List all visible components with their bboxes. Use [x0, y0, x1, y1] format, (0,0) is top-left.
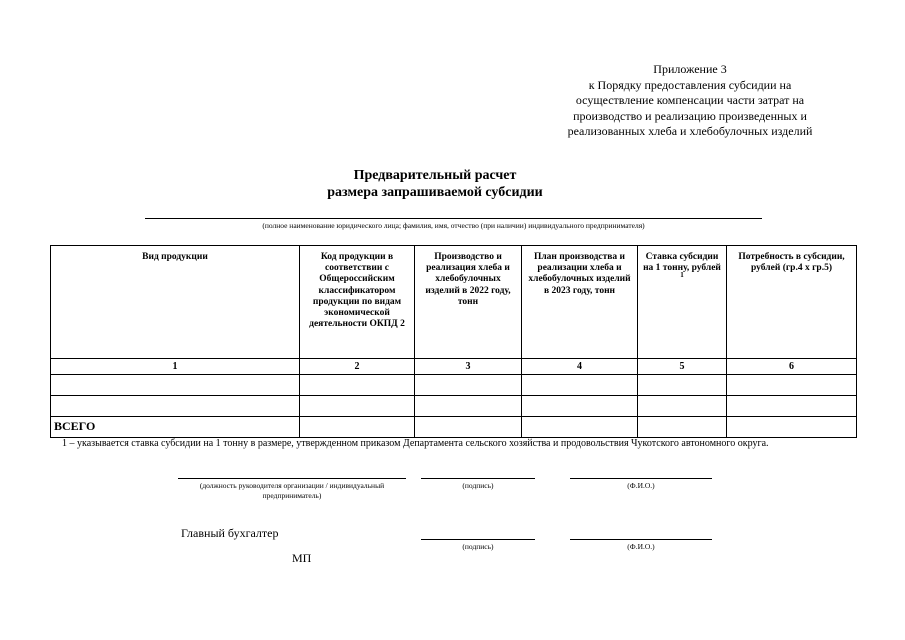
- accountant-fio-line[interactable]: [570, 539, 712, 540]
- table-cell[interactable]: [727, 396, 857, 417]
- appendix-line-4: производство и реализацию произведенных и: [573, 108, 807, 123]
- title-line-1: Предварительный расчет: [353, 168, 517, 183]
- column-number: 6: [727, 359, 857, 375]
- fio-line[interactable]: [570, 478, 712, 479]
- chief-accountant-label: Главный бухгалтер: [181, 526, 279, 540]
- table-cell[interactable]: [300, 396, 415, 417]
- accountant-signature-line[interactable]: [421, 539, 535, 540]
- table-cell[interactable]: [727, 375, 857, 396]
- appendix-line-2: к Порядку предоставления субсидии на: [588, 77, 792, 92]
- table-cell[interactable]: [638, 396, 727, 417]
- title-line-2: размера запрашиваемой субсидии: [327, 185, 543, 200]
- position-caption: [178, 481, 406, 501]
- total-label: ВСЕГО: [51, 417, 300, 438]
- subsidy-calculation-table: [50, 245, 857, 438]
- appendix-line-1: Приложение 3: [653, 62, 727, 76]
- column-number-row: [51, 359, 857, 375]
- table-cell[interactable]: [51, 396, 300, 417]
- appendix-line-3: осуществление компенсации части затрат на: [575, 93, 805, 107]
- header-product-type: Вид продукции: [51, 246, 300, 359]
- position-caption-line-1: (должность руководителя организации / индивидуальный: [199, 481, 385, 490]
- table-cell[interactable]: [522, 417, 638, 438]
- column-number: 4: [522, 359, 638, 375]
- table-cell[interactable]: [727, 417, 857, 438]
- column-number: 2: [300, 359, 415, 375]
- table-cell[interactable]: [522, 396, 638, 417]
- position-line[interactable]: [178, 478, 406, 479]
- table-row: [51, 396, 857, 417]
- table-cell[interactable]: [638, 417, 727, 438]
- footnote-text: 1 – указывается ставка субсидии на 1 тонну в размере, утвержденном приказом Департамента сельского хозяйства и продовольствия Чукотского автономного округа.: [62, 438, 769, 449]
- signature-caption: (подпись): [462, 481, 494, 490]
- header-subsidy-rate-text: Ставка субсидии на 1 тонну, рублей: [643, 252, 721, 274]
- organization-name-caption: (полное наименование юридического лица; фамилия, имя, отчество (при наличии) индивидуального предпринимателя): [262, 221, 645, 230]
- total-row: [51, 417, 857, 438]
- table-header-row: [51, 246, 857, 359]
- appendix-block: [520, 62, 860, 140]
- table-cell[interactable]: [522, 375, 638, 396]
- document-title: [200, 167, 670, 201]
- position-caption-line-2: предприниматель): [262, 491, 322, 500]
- column-number: 1: [51, 359, 300, 375]
- column-number: 3: [415, 359, 522, 375]
- header-plan-2023: План производства и реализации хлеба и хлебобулочных изделий в 2023 году, тонн: [522, 246, 638, 359]
- header-subsidy-rate: [638, 246, 727, 359]
- table-cell[interactable]: [415, 417, 522, 438]
- header-production-2022: Производство и реализация хлеба и хлебобулочных изделий в 2022 году, тонн: [415, 246, 522, 359]
- organization-name-line[interactable]: [145, 218, 762, 219]
- table-cell[interactable]: [415, 396, 522, 417]
- appendix-line-5: реализованных хлеба и хлебобулочных изделий: [567, 124, 813, 138]
- header-okpd2-code: Код продукции в соответствии с Общероссийским классификатором продукции по видам экономической деятельности ОКПД 2: [300, 246, 415, 359]
- header-subsidy-need: Потребность в субсидии, рублей (гр.4 х гр.5): [727, 246, 857, 359]
- signature-line[interactable]: [421, 478, 535, 479]
- accountant-signature-caption: (подпись): [462, 542, 494, 551]
- table-row: [51, 375, 857, 396]
- table-cell[interactable]: [51, 375, 300, 396]
- table-cell[interactable]: [300, 417, 415, 438]
- seal-label: МП: [292, 551, 312, 565]
- column-number: 5: [638, 359, 727, 375]
- accountant-fio-caption: (Ф.И.О.): [627, 542, 655, 551]
- table-cell[interactable]: [638, 375, 727, 396]
- footnote-marker: 1: [680, 271, 684, 280]
- fio-caption: (Ф.И.О.): [627, 481, 655, 490]
- table-cell[interactable]: [415, 375, 522, 396]
- table-cell[interactable]: [300, 375, 415, 396]
